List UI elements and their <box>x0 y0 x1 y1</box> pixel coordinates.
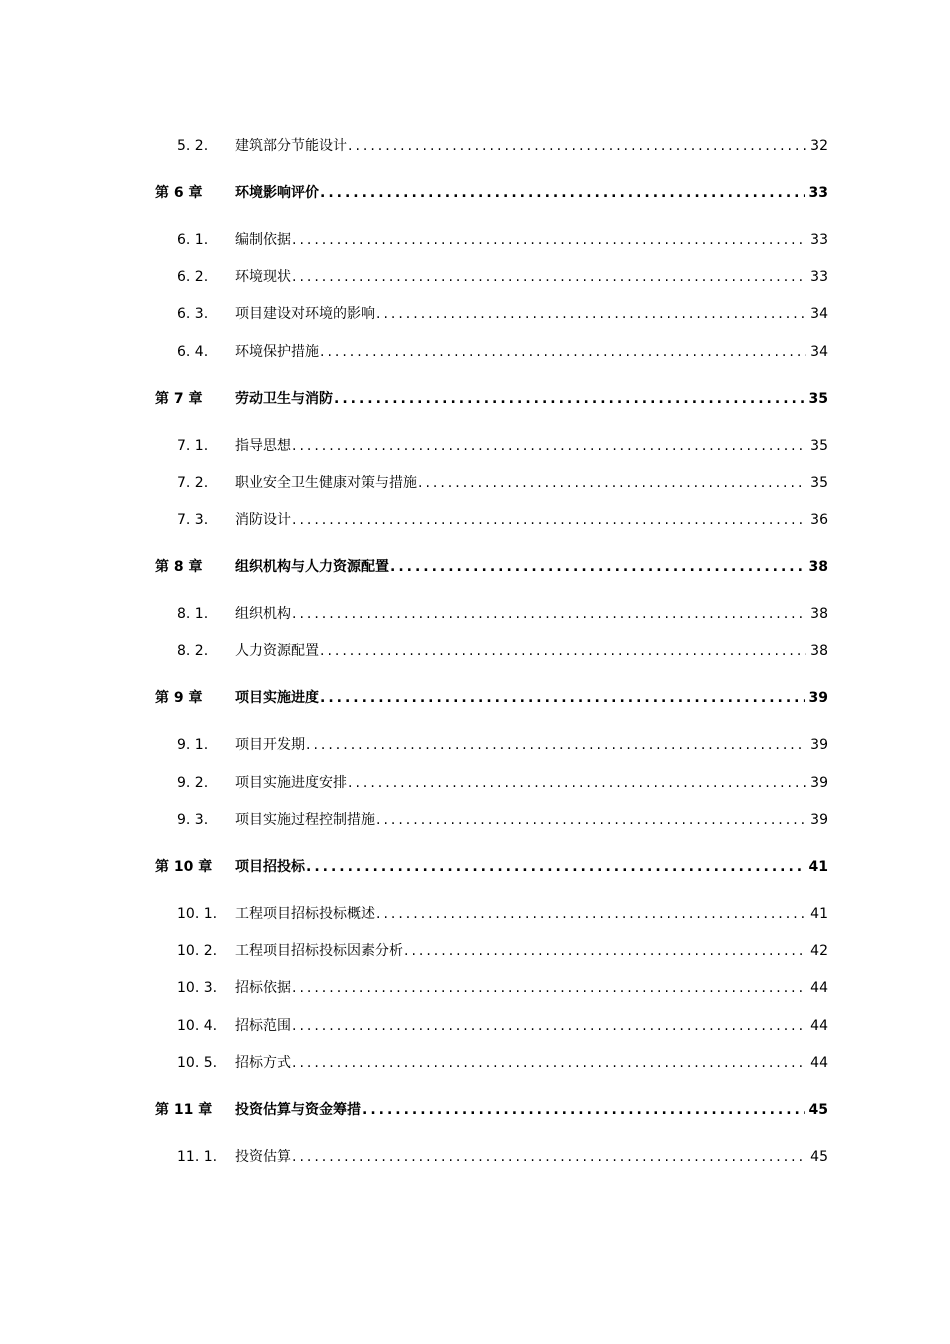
toc-entry-title: 投资估算 <box>235 1149 291 1165</box>
toc-entry-number: 9. 1. <box>177 737 209 753</box>
toc-entry-number: 7. 1. <box>177 438 209 454</box>
toc-entry-page: 41 <box>810 906 828 922</box>
dot-leader <box>306 856 805 878</box>
toc-chapter-entry[interactable] <box>0 556 950 578</box>
toc-chapter-number: 第 11 章 <box>155 1102 213 1118</box>
toc-chapter-page: 41 <box>808 859 828 875</box>
dot-leader <box>376 903 806 925</box>
toc-chapter-page: 39 <box>808 690 828 706</box>
toc-entry-number: 9. 2. <box>177 775 209 791</box>
toc-entry[interactable] <box>0 977 950 999</box>
dot-leader <box>376 809 806 831</box>
toc-entry[interactable] <box>0 1052 950 1074</box>
dot-leader <box>320 182 805 204</box>
dot-leader <box>348 772 806 794</box>
toc-entry[interactable] <box>0 303 950 325</box>
toc-entry[interactable] <box>0 509 950 531</box>
toc-chapter-page: 33 <box>808 185 828 201</box>
toc-entry-title: 职业安全卫生健康对策与措施 <box>235 475 417 491</box>
toc-entry-number: 6. 3. <box>177 306 209 322</box>
toc-chapter-number: 第 7 章 <box>155 391 203 407</box>
toc-entry-page: 33 <box>810 269 828 285</box>
dot-leader <box>404 940 806 962</box>
toc-entry-page: 33 <box>810 232 828 248</box>
toc-entry-page: 39 <box>810 812 828 828</box>
toc-entry[interactable] <box>0 1146 950 1168</box>
toc-entry-page: 38 <box>810 606 828 622</box>
toc-chapter-number: 第 8 章 <box>155 559 203 575</box>
toc-chapter-title: 劳动卫生与消防 <box>235 391 333 407</box>
toc-entry-number: 8. 1. <box>177 606 209 622</box>
dot-leader <box>334 388 805 410</box>
dot-leader <box>320 640 806 662</box>
toc-entry[interactable] <box>0 1015 950 1037</box>
dot-leader <box>292 266 806 288</box>
toc-entry-page: 36 <box>810 512 828 528</box>
dot-leader <box>292 977 806 999</box>
toc-entry-title: 项目实施过程控制措施 <box>235 812 375 828</box>
dot-leader <box>418 472 806 494</box>
toc-entry-number: 11. 1. <box>177 1149 218 1165</box>
toc-chapter-page: 35 <box>808 391 828 407</box>
toc-entry-title: 人力资源配置 <box>235 643 319 659</box>
toc-entry-title: 指导思想 <box>235 438 291 454</box>
toc-entry[interactable] <box>0 903 950 925</box>
toc-entry-title: 建筑部分节能设计 <box>235 138 347 154</box>
toc-chapter-entry[interactable] <box>0 687 950 709</box>
toc-entry-title: 组织机构 <box>235 606 291 622</box>
toc-entry-title: 项目建设对环境的影响 <box>235 306 375 322</box>
toc-entry-number: 10. 3. <box>177 980 218 996</box>
toc-entry[interactable] <box>0 809 950 831</box>
toc-entry-number: 6. 2. <box>177 269 209 285</box>
dot-leader <box>376 303 806 325</box>
toc-chapter-page: 45 <box>808 1102 828 1118</box>
toc-entry[interactable] <box>0 435 950 457</box>
dot-leader <box>320 341 806 363</box>
toc-entry-number: 10. 4. <box>177 1018 218 1034</box>
dot-leader <box>292 603 806 625</box>
toc-entry-page: 35 <box>810 438 828 454</box>
toc-entry-title: 编制依据 <box>235 232 291 248</box>
dot-leader <box>320 687 805 709</box>
toc-entry-page: 32 <box>810 138 828 154</box>
toc-entry-title: 工程项目招标投标因素分析 <box>235 943 403 959</box>
toc-chapter-entry[interactable] <box>0 182 950 204</box>
toc-entry[interactable] <box>0 603 950 625</box>
toc-entry-number: 10. 1. <box>177 906 218 922</box>
toc-entry-title: 环境现状 <box>235 269 291 285</box>
toc-entry-number: 8. 2. <box>177 643 209 659</box>
toc-entry-page: 44 <box>810 980 828 996</box>
toc-entry-number: 9. 3. <box>177 812 209 828</box>
toc-entry[interactable] <box>0 229 950 251</box>
toc-entry[interactable] <box>0 734 950 756</box>
toc-entry[interactable] <box>0 266 950 288</box>
dot-leader <box>390 556 805 578</box>
toc-entry-title: 招标范围 <box>235 1018 291 1034</box>
dot-leader <box>306 734 806 756</box>
dot-leader <box>292 229 806 251</box>
toc-chapter-entry[interactable] <box>0 856 950 878</box>
toc-chapter-title: 投资估算与资金筹措 <box>235 1102 361 1118</box>
dot-leader <box>292 1015 806 1037</box>
toc-entry[interactable] <box>0 940 950 962</box>
toc-chapter-title: 项目实施进度 <box>235 690 319 706</box>
toc-chapter-page: 38 <box>808 559 828 575</box>
dot-leader <box>362 1099 805 1121</box>
toc-entry-page: 45 <box>810 1149 828 1165</box>
toc-entry-title: 项目开发期 <box>235 737 305 753</box>
toc-chapter-entry[interactable] <box>0 388 950 410</box>
toc-entry-title: 招标依据 <box>235 980 291 996</box>
toc-chapter-title: 组织机构与人力资源配置 <box>235 559 389 575</box>
toc-entry-page: 34 <box>810 344 828 360</box>
toc-entry-number: 7. 3. <box>177 512 209 528</box>
toc-entry-page: 44 <box>810 1018 828 1034</box>
dot-leader <box>292 1146 806 1168</box>
toc-chapter-entry[interactable] <box>0 1099 950 1121</box>
toc-entry-page: 34 <box>810 306 828 322</box>
toc-entry[interactable] <box>0 640 950 662</box>
toc-entry-number: 5. 2. <box>177 138 209 154</box>
dot-leader <box>292 509 806 531</box>
toc-chapter-title: 环境影响评价 <box>235 185 319 201</box>
toc-entry-number: 10. 2. <box>177 943 218 959</box>
toc-entry-page: 42 <box>810 943 828 959</box>
toc-entry-title: 环境保护措施 <box>235 344 319 360</box>
dot-leader <box>292 435 806 457</box>
toc-entry-title: 项目实施进度安排 <box>235 775 347 791</box>
toc-entry-number: 6. 1. <box>177 232 209 248</box>
toc-entry-page: 38 <box>810 643 828 659</box>
toc-entry-page: 44 <box>810 1055 828 1071</box>
toc-entry-page: 35 <box>810 475 828 491</box>
toc-entry-title: 消防设计 <box>235 512 291 528</box>
toc-entry[interactable] <box>0 772 950 794</box>
toc-entry-number: 10. 5. <box>177 1055 218 1071</box>
toc-entry-number: 7. 2. <box>177 475 209 491</box>
dot-leader <box>348 135 806 157</box>
toc-entry-title: 招标方式 <box>235 1055 291 1071</box>
dot-leader <box>292 1052 806 1074</box>
toc-entry-page: 39 <box>810 737 828 753</box>
toc-entry-number: 6. 4. <box>177 344 209 360</box>
toc-entry[interactable] <box>0 135 950 157</box>
toc-entry-page: 39 <box>810 775 828 791</box>
toc-chapter-number: 第 6 章 <box>155 185 203 201</box>
toc-entry-title: 工程项目招标投标概述 <box>235 906 375 922</box>
toc-chapter-title: 项目招投标 <box>235 859 305 875</box>
toc-entry[interactable] <box>0 472 950 494</box>
toc-chapter-number: 第 10 章 <box>155 859 213 875</box>
toc-entry[interactable] <box>0 341 950 363</box>
toc-chapter-number: 第 9 章 <box>155 690 203 706</box>
